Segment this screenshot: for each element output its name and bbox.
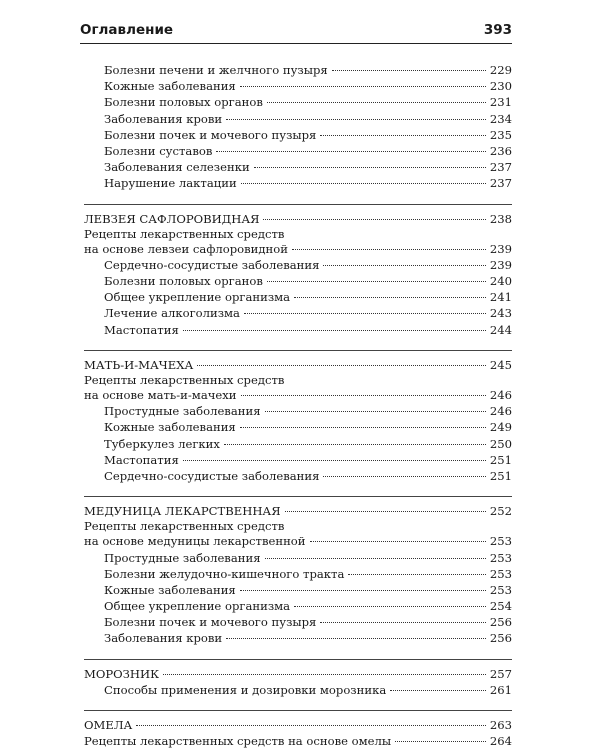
- toc-entry[interactable]: Заболевания крови 256: [104, 631, 512, 646]
- leader-dots: [323, 476, 485, 477]
- toc-entry[interactable]: Мастопатия 244: [104, 322, 512, 337]
- leader-dots: [241, 183, 486, 184]
- leader-dots: [183, 330, 486, 331]
- toc-entry[interactable]: Сердечно-сосудистые заболевания 239: [104, 257, 512, 272]
- leader-dots: [163, 674, 486, 675]
- toc-section-title[interactable]: ОМЕЛА 263: [84, 718, 512, 732]
- toc-section: [84, 503, 512, 647]
- toc-recipes-line: Рецепты лекарственных средств: [84, 373, 285, 387]
- section-divider: [84, 350, 512, 351]
- toc-entry[interactable]: Мастопатия 251: [104, 452, 512, 467]
- toc-entry[interactable]: Способы применения и дозировки морозника 261: [104, 682, 512, 697]
- leader-dots: [241, 395, 486, 396]
- toc-recipes-entry[interactable]: Рецепты лекарственных средств на основе омелы 264: [84, 734, 512, 749]
- page-number: 393: [483, 22, 512, 38]
- leader-dots: [332, 70, 486, 71]
- leader-dots: [263, 219, 485, 220]
- toc-entry[interactable]: Болезни почек и мочевого пузыря 256: [104, 615, 512, 630]
- section-divider: [84, 204, 512, 205]
- leader-dots: [224, 444, 486, 445]
- leader-dots: [390, 690, 486, 691]
- leader-dots: [265, 558, 486, 559]
- toc-section: [84, 717, 512, 749]
- leader-dots: [320, 622, 485, 623]
- toc-entry[interactable]: Заболевания селезенки 237: [104, 160, 512, 175]
- leader-dots: [216, 151, 486, 152]
- toc-entry[interactable]: Общее укрепление организма 241: [104, 290, 512, 305]
- leader-dots: [240, 427, 486, 428]
- toc-recipes-line: Рецепты лекарственных средств: [84, 519, 285, 534]
- toc-section: [84, 357, 512, 484]
- leader-dots: [254, 167, 486, 168]
- toc-section-title[interactable]: МЕДУНИЦА ЛЕКАРСТВЕННАЯ 252: [84, 504, 512, 519]
- toc-recipes-line: Рецепты лекарственных средств: [84, 226, 285, 241]
- toc-recipes-entry[interactable]: на основе левзеи сафлоровидной 239: [84, 241, 512, 256]
- leader-dots: [285, 511, 486, 512]
- leader-dots: [323, 265, 485, 266]
- toc-entry[interactable]: Нарушение лактации 237: [104, 176, 512, 191]
- toc-section-title[interactable]: ЛЕВЗЕЯ САФЛОРОВИДНАЯ 238: [84, 211, 512, 226]
- toc-entry[interactable]: Болезни суставов 236: [104, 143, 512, 158]
- toc-entry[interactable]: Кожные заболевания 253: [104, 582, 512, 597]
- leader-dots: [267, 102, 486, 103]
- leader-dots: [240, 86, 486, 87]
- leader-dots: [395, 741, 486, 742]
- leader-dots: [294, 297, 486, 298]
- section-divider: [84, 659, 512, 660]
- section-divider: [84, 496, 512, 497]
- toc-entry[interactable]: Общее укрепление организма 254: [104, 599, 512, 614]
- toc-section: [84, 211, 512, 338]
- toc-entry[interactable]: Болезни половых органов 240: [104, 274, 512, 289]
- leader-dots: [294, 606, 486, 607]
- toc-entry[interactable]: Туберкулез легких 250: [104, 436, 512, 451]
- leader-dots: [240, 590, 486, 591]
- toc-entry[interactable]: Лечение алкоголизма 243: [104, 306, 512, 321]
- toc-entry[interactable]: Сердечно-сосудистые заболевания 251: [104, 468, 512, 483]
- toc-entry[interactable]: Простудные заболевания 246: [104, 404, 512, 419]
- leader-dots: [267, 281, 486, 282]
- toc-section-title[interactable]: МОРОЗНИК 257: [84, 666, 512, 681]
- leader-dots: [265, 411, 486, 412]
- toc-entry[interactable]: Заболевания крови 234: [104, 111, 512, 126]
- toc-entry[interactable]: Кожные заболевания 230: [104, 79, 512, 94]
- leader-dots: [292, 249, 486, 250]
- toc-section: [84, 62, 512, 192]
- leader-dots: [226, 119, 486, 120]
- leader-dots: [244, 313, 486, 314]
- leader-dots: [136, 725, 486, 726]
- table-of-contents: [84, 62, 512, 749]
- toc-section-title[interactable]: МАТЬ-И-МАЧЕХА 245: [84, 357, 512, 372]
- toc-recipes-entry[interactable]: на основе медуницы лекарственной 253: [84, 534, 512, 549]
- leader-dots: [310, 541, 486, 542]
- leader-dots: [197, 365, 486, 366]
- section-divider: [84, 710, 512, 711]
- toc-recipes-entry[interactable]: на основе мать-и-мачехи 246: [84, 388, 512, 402]
- toc-entry[interactable]: Болезни печени и желчного пузыря 229: [104, 63, 512, 77]
- toc-entry[interactable]: Болезни половых органов 231: [104, 95, 512, 110]
- leader-dots: [320, 135, 485, 136]
- leader-dots: [226, 638, 486, 639]
- toc-entry[interactable]: Болезни почек и мочевого пузыря 235: [104, 127, 512, 142]
- toc-entry[interactable]: Простудные заболевания 253: [104, 550, 512, 565]
- toc-entry[interactable]: Болезни желудочно-кишечного тракта 253: [104, 566, 512, 581]
- leader-dots: [183, 460, 486, 461]
- page-header: [80, 22, 512, 44]
- running-title: Оглавление: [80, 22, 174, 38]
- toc-section: [84, 666, 512, 698]
- toc-entry[interactable]: Кожные заболевания 249: [104, 420, 512, 435]
- leader-dots: [348, 574, 486, 575]
